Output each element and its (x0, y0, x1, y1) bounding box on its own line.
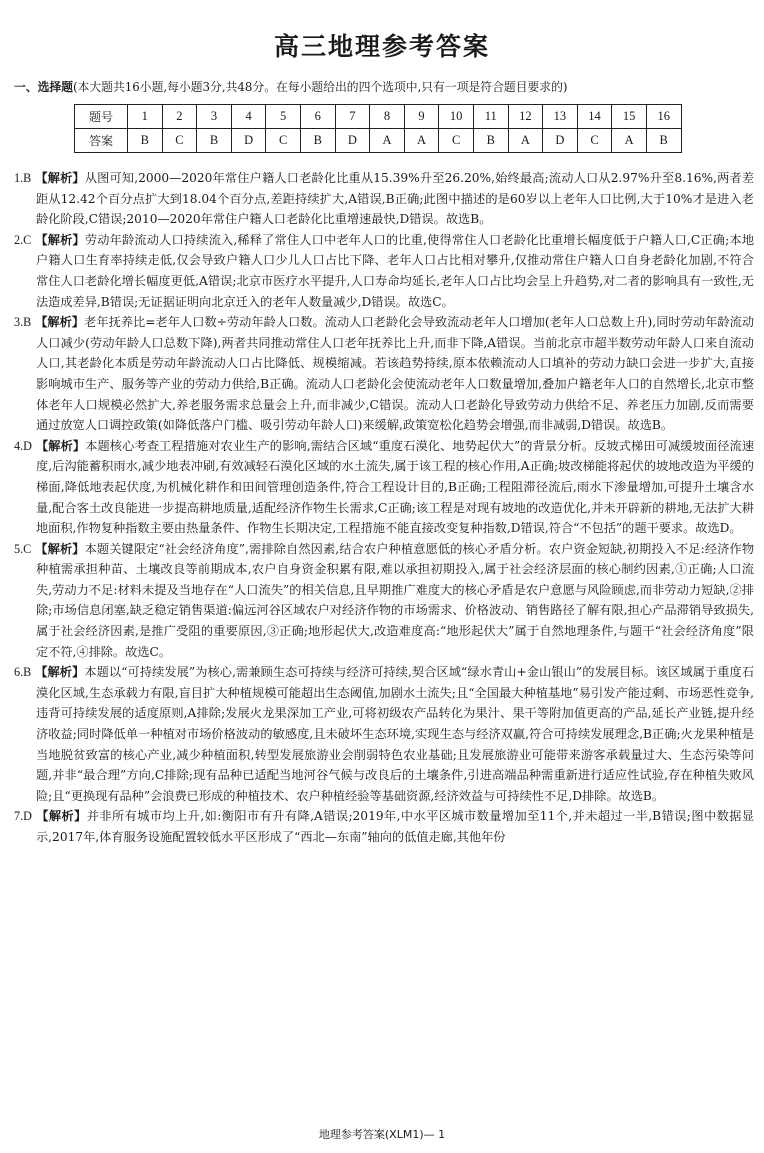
answer-cell: D (231, 129, 266, 153)
explanation-text: 本题以“可持续发展”为核心,需兼顾生态可持续与经济可持续,契合区域“绿水青山+金山银山”的发展目标。该区域属于重度石漠化区域,生态承载力有限,盲目扩大种植规模可能超出生态阈值,加剧水土流失;且“全国最大种植基地”易引发产能过剩、市场恶性竞争,违背可持续发展的适度原则,A排除;发展火龙果深加工产业,可将初级农产品转化为果汁、果干等附加值更高的产品,延长产业链,提升经济收益;同时降低单一种植对市场价格波动的敏感度,且未破坏生态环境,实现生态与经济双赢,符合可持续发展理念,B正确;火龙果种植是当地脱贫致富的核心产业,减少种植面积,转型发展旅游业会削弱特色农业基础;且发展旅游业可能带来游客承载量过大、生态污染等问题,并非“最合理”方向,C排除;现有品种已适配当地河谷气候与改良后的土壤条件,引进高端品种需重新进行适应性试验,存在种植失败风险;且“更换现有品种”会浪费已形成的种植技术、农户种植经验等基础资源,经济效益与可持续性不足,D排除。故选B。 (36, 665, 755, 803)
question-number-cell: 14 (577, 105, 612, 129)
question-number-cell: 6 (300, 105, 335, 129)
answer-cell: C (577, 129, 612, 153)
answer-table (74, 104, 682, 153)
explanation-tag: 【解析】 (35, 315, 85, 330)
explanation-number: 3.B (14, 315, 32, 330)
explanation-item (14, 230, 754, 312)
explanation-text: 从图可知,2000—2020年常住户籍人口老龄化比重从15.39%升至26.20%,始终最高;流动人口从2.97%升至8.16%,两者差距从12.42个百分点扩大到18.04个百分点,差距持续扩大,A错误,B正确;此图中描述的是60岁以上老年人口比例,大于10%才是进入老龄化阶段,C错误;2010—2020年常住户籍人口老龄化比重增速最快,D错误。故选B。 (36, 171, 755, 227)
answer-cell: A (612, 129, 647, 153)
explanation-tag: 【解析】 (35, 232, 85, 247)
question-number-cell: 1 (128, 105, 163, 129)
question-number-cell: 8 (370, 105, 405, 129)
explanation-item (14, 662, 754, 806)
question-number-cell: 3 (197, 105, 232, 129)
explanation-number: 7.D (14, 809, 32, 824)
question-number-cell: 15 (612, 105, 647, 129)
page-footer: 地理参考答案(XLM1)— 1 (318, 1128, 446, 1141)
section-label: 一、选择题 (14, 80, 73, 94)
explanation-text: 老年抚养比=老年人口数÷劳动年龄人口数。流动人口老龄化会导致流动老年人口增加(老年人口总数上升),同时劳动年龄流动人口减少(劳动年龄人口总数下降),两者共同推动常住人口老年抚养比上升,而非下降,A错误。当前北京市超半数劳动年龄人口来自流动人口,其老龄化本质是劳动年龄流动人口占比降低、规模缩减。若该趋势持续,原本依赖流动人口填补的劳动力缺口会进一步扩大,直接影响城市生产、服务等产业的劳动力供给,B正确。流动人口老龄化会使流动老年人口数量增加,叠加户籍老年人口的自然增长,北京市整体老年人口规模必然扩大,养老服务需求总量会上升,而非减少,C错误。流动人口老龄化导致劳动力供给不足、养老压力加剧,反而需要通过放宽人口调控政策(如降低落户门槛、吸引劳动年龄人口)来缓解,政策宽松化趋势会增强,而非减弱,D错误。故选B。 (36, 315, 755, 433)
explanation-item (14, 312, 754, 436)
question-number-row (75, 105, 682, 129)
question-number-cell: 13 (543, 105, 578, 129)
answer-label: 答案 (75, 129, 128, 153)
answer-cell: B (128, 129, 163, 153)
section-instruction: (本大题共16小题,每小题3分,共48分。在每小题给出的四个选项中,只有一项是符合题目要求的) (73, 80, 568, 94)
answer-cell: A (404, 129, 439, 153)
explanation-tag: 【解析】 (35, 541, 85, 556)
explanation-item (14, 539, 754, 663)
explanation-number: 2.C (14, 232, 32, 247)
question-number-cell: 10 (439, 105, 474, 129)
answer-cell: A (508, 129, 543, 153)
answer-cell: B (473, 129, 508, 153)
explanation-tag: 【解析】 (35, 438, 86, 453)
explanation-number: 4.D (14, 438, 32, 453)
answer-cell: B (197, 129, 232, 153)
question-number-cell: 12 (508, 105, 543, 129)
section-heading (14, 78, 758, 96)
explanation-item (14, 436, 754, 539)
explanation-number: 1.B (14, 171, 32, 185)
explanation-text: 本题关键限定“社会经济角度”,需排除自然因素,结合农户种植意愿低的核心矛盾分析。农户资金短缺,初期投入不足:经济作物种植需承担种苗、土壤改良等前期成本,农户自身资金积累有限,难以承担初期投入,属于社会经济层面的核心制约因素,①正确;人口流失,劳动力不足:材料未提及当地存在“人口流失”的相关信息,且早期推广难度大的核心矛盾是农户意愿与风险顾虑,而非劳动力短缺,②排除;市场信息闭塞,缺乏稳定销售渠道:偏远河谷区域农户对经济作物的市场需求、价格波动、销售路径了解有限,担心产品滞销导致损失,属于社会经济因素,是推广受阻的重要原因,③正确;地形起伏大,改造难度高:“地形起伏大”属于自然地理条件,与题干“社会经济角度”限定不符,④排除。故选C。 (36, 541, 755, 659)
explanation-number: 5.C (14, 541, 32, 556)
question-number-cell: 4 (231, 105, 266, 129)
answer-cell: C (439, 129, 474, 153)
question-number-cell: 16 (646, 105, 681, 129)
explanation-tag: 【解析】 (35, 665, 85, 680)
explanation-number: 6.B (14, 665, 32, 680)
question-number-cell: 2 (162, 105, 197, 129)
answer-cell: C (162, 129, 197, 153)
answer-cell: D (543, 129, 578, 153)
explanation-item (14, 168, 754, 230)
answer-cell: B (646, 129, 681, 153)
answer-row (75, 129, 682, 153)
page-title: 高三地理参考答案 (273, 32, 490, 61)
answer-cell: B (300, 129, 335, 153)
answer-cell: A (370, 129, 405, 153)
question-number-cell: 11 (473, 105, 508, 129)
explanation-item (14, 806, 754, 847)
explanation-text: 本题核心考查工程措施对农业生产的影响,需结合区域“重度石漠化、地势起伏大”的背景分析。反坡式梯田可减缓坡面径流速度,后沟能蓄积雨水,减少地表冲刷,有效减轻石漠化区域的水土流失,属于该工程的核心作用,A正确;坡改梯能将起伏的坡地改造为平缓的梯面,降低地表起伏度,为机械化耕作和田间管理创造条件,符合工程设计目的,B正确;工程阻滞径流后,雨水下渗量增加,可提升土壤含水量,配合客土改良能进一步提高耕地质量,适配经济作物生长需求,C正确;该工程是对现有坡地的改造优化,并未开辟新的耕地,无法扩大耕地面积,作物复种指数主要由热量条件、作物生长期决定,工程措施不能直接改变复种指数,D错误,符合“不包括”的题干要求。故选D。 (36, 438, 755, 536)
question-number-cell: 7 (335, 105, 370, 129)
question-number-cell: 9 (404, 105, 439, 129)
question-number-label: 题号 (75, 105, 128, 129)
answer-cell: D (335, 129, 370, 153)
question-number-cell: 5 (266, 105, 301, 129)
explanation-text: 劳动年龄流动人口持续流入,稀释了常住人口中老年人口的比重,使得常住人口老龄化比重增长幅度低于户籍人口,C正确;本地户籍人口生育率持续走低,仅会导致户籍人口少儿人口占比下降、老年人口占比相对攀升,仅推动常住户籍人口自身老龄化加剧,不符合常住人口老龄化增长幅度更低,A错误;北京市医疗水平提升,人口寿命均延长,老年人口占比均会呈上升趋势,对二者的影响具有一致性,无法造成差异,B错误;无证据证明向北京迁入的老年人数量减少,D错误。故选C。 (36, 232, 755, 309)
explanations (14, 168, 754, 848)
answer-cell: C (266, 129, 301, 153)
explanation-text: 并非所有城市均上升,如:衡阳市有升有降,A错误;2019年,中水平区城市数量增加至11个,并未超过一半,B错误;图中数据显示,2017年,体育服务设施配置较低水平区形成了“西北—东南”轴向的低值走廊,其他年份 (36, 809, 755, 844)
explanation-tag: 【解析】 (36, 809, 87, 824)
explanation-tag: 【解析】 (35, 171, 85, 185)
